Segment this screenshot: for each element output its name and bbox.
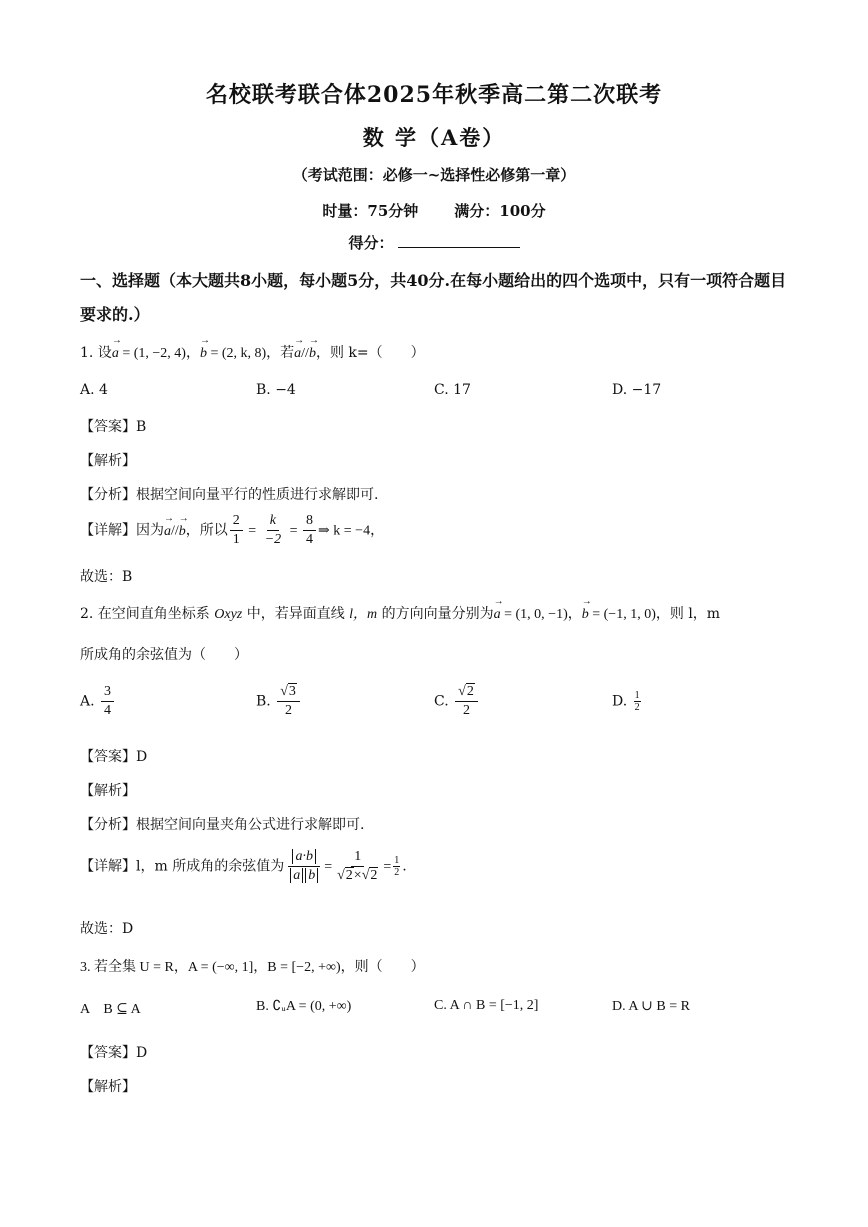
q2-option-c: C. $\frac{√2}{2}$ bbox=[434, 683, 480, 720]
q2-analysis: 【分析】根据空间向量夹角公式进行求解即可. bbox=[80, 817, 365, 833]
q2-answer: 【答案】D bbox=[80, 749, 148, 765]
q1-choose: 故选：B bbox=[80, 569, 133, 585]
parallel-sign: // bbox=[301, 346, 309, 361]
q2-stem-line2: 所成角的余弦值为（ ） bbox=[80, 647, 248, 663]
q1-detail-pre: 【详解】因为 bbox=[80, 522, 164, 539]
q1-prefix: 1. 设 bbox=[80, 345, 112, 361]
q1-detail: 【详解】因为→ a//→ b，所以 $\frac{2}{1}$ = $\frac{k}{-2}$ = $\frac{8}{4}$ ⇒ k = −4， bbox=[80, 512, 384, 549]
q1-detail-end: ⇒ k = −4， bbox=[318, 523, 385, 539]
exam-title: 名校联考联合体2025年秋季高二第二次联考 bbox=[205, 82, 663, 108]
fraction: $\frac{3}{4}$ bbox=[101, 683, 114, 720]
fraction: $\frac{2}{1}$ bbox=[230, 512, 243, 549]
fraction: $\frac{a\cdot b}{\text{a b}}$ bbox=[286, 848, 322, 885]
q2-option-a: A. $\frac{3}{4}$ bbox=[80, 683, 116, 720]
q3-option-b: B. ∁ᵤA = (0, +∞) bbox=[256, 999, 352, 1014]
coord-system: Oxyz bbox=[214, 607, 243, 622]
q3-answer: 【答案】D bbox=[80, 1045, 148, 1061]
exam-full-score: 满分：100分 bbox=[454, 202, 546, 220]
q1-option-a: A. 4 bbox=[80, 382, 108, 398]
score-label: 得分： bbox=[348, 234, 394, 252]
q3-option-a: A B ⊆ A bbox=[80, 1002, 141, 1017]
score-blank bbox=[398, 233, 520, 248]
q1-detail-mid: ，所以 bbox=[185, 522, 228, 539]
q3-stem: 3. 若全集 U = R，A = (−∞, 1]，B = [−2, +∞)，则（ ） bbox=[80, 960, 425, 975]
fraction: $\frac{√2}{2}$ bbox=[455, 683, 478, 720]
exam-scope: （考试范围：必修一~选择性必修第一章） bbox=[292, 166, 576, 184]
vector-a: → a bbox=[164, 524, 171, 540]
fraction: $\frac{8}{4}$ bbox=[303, 512, 316, 549]
q1-ask: ，则 k=（ ） bbox=[315, 345, 425, 361]
q2-choose: 故选：D bbox=[80, 921, 134, 937]
fraction: $\frac{k}{-2}$ bbox=[264, 513, 282, 547]
q1-option-d: D. −17 bbox=[612, 382, 662, 398]
q1-jiexi: 【解析】 bbox=[80, 453, 136, 469]
score-line bbox=[0, 232, 868, 253]
fraction: $\frac{√3}{2}$ bbox=[277, 683, 300, 720]
vector-b: → b bbox=[179, 524, 186, 540]
q1-answer: 【答案】B bbox=[80, 419, 147, 435]
exam-time-score bbox=[0, 200, 868, 221]
vector-a: → a bbox=[494, 607, 501, 623]
q3-jiexi: 【解析】 bbox=[80, 1079, 136, 1095]
q1-a-value: = (1, −2, 4) bbox=[118, 346, 186, 361]
q1-b-value: = (2, k, 8) bbox=[206, 346, 267, 361]
q1-cond: ，若 bbox=[266, 345, 295, 361]
q1-option-b: B. −4 bbox=[256, 382, 296, 398]
q1-stem: 1. 设→ a = (1, −2, 4)，→ b = (2, k, 8)，若→ a//→ b，则 k=（ ） bbox=[80, 342, 425, 362]
q3-option-d: D. A ∪ B = R bbox=[612, 999, 690, 1014]
vector-b: → b bbox=[309, 346, 316, 362]
fraction: $\frac{1}{2}$ bbox=[634, 690, 640, 713]
q2-jiexi: 【解析】 bbox=[80, 783, 136, 799]
q3-option-c: C. A ∩ B = [−1, 2] bbox=[434, 998, 539, 1013]
exam-subject: 数 学（A卷） bbox=[362, 125, 506, 150]
vector-a: → a bbox=[112, 346, 119, 362]
fraction: $\frac{1}{2}$ bbox=[394, 855, 400, 878]
vector-a: → a bbox=[294, 346, 301, 362]
q2-detail: 【详解】l，m 所成角的余弦值为 $\frac{a\cdot b}{\text{a b}}$ = $\frac{1}{√2\times√2}$ = $\frac{1}{2}$ . bbox=[80, 849, 407, 883]
vector-b: → b bbox=[582, 607, 589, 623]
q2-option-d: D. $\frac{1}{2}$ bbox=[612, 690, 640, 713]
q2-option-b: B. $\frac{√3}{2}$ bbox=[256, 683, 302, 720]
q1-analysis: 【分析】根据空间向量平行的性质进行求解即可. bbox=[80, 487, 379, 503]
q1-option-c: C. 17 bbox=[434, 382, 471, 398]
exam-time: 时量：75分钟 bbox=[322, 202, 419, 220]
q2-stem-line1: 2. 在空间直角坐标系 Oxyz 中，若异面直线 l，m 的方向向量分别为→ a = (1, 0, −1)，→ b = (−1, 1, 0)，则 l，m bbox=[80, 603, 720, 623]
fraction: $\frac{1}{√2\times√2}$ bbox=[337, 849, 378, 883]
vector-b: → b bbox=[200, 346, 207, 362]
section-heading: 一、选择题（本大题共8小题，每小题5分，共40分.在每小题给出的四个选项中，只有一项符合题目要求的.） bbox=[80, 271, 787, 324]
